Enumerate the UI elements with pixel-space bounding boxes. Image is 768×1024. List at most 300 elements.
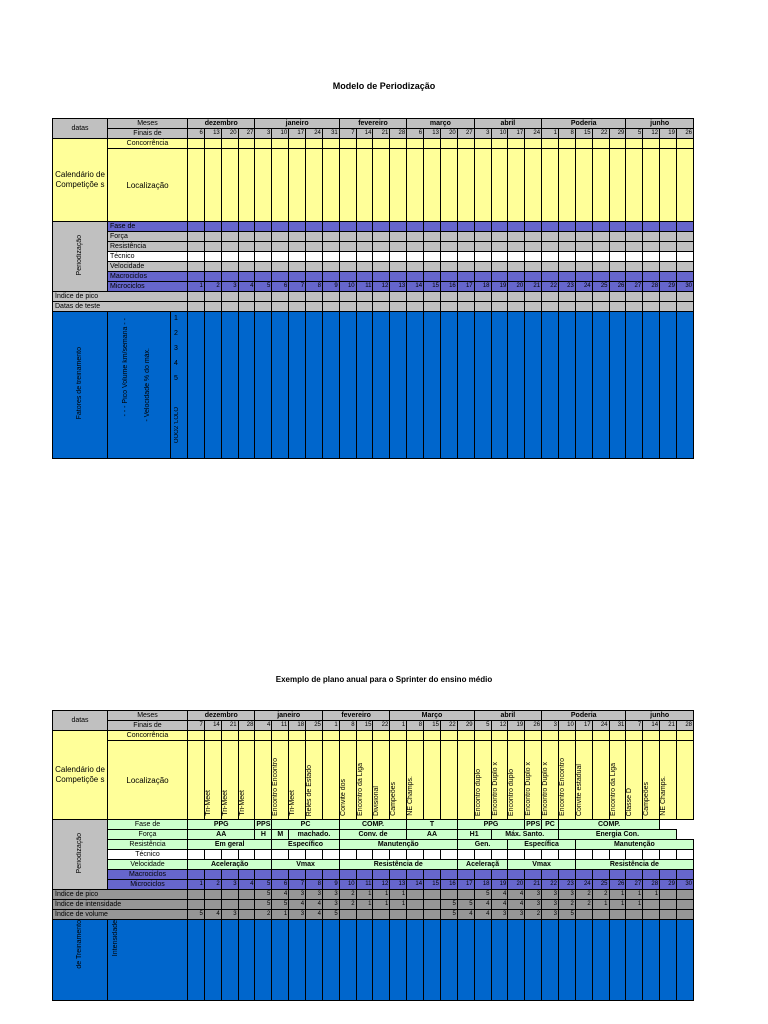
date-cell: 5 [474,721,491,731]
concorrencia-label: Concorrência [108,139,188,149]
period-cell [474,232,491,242]
period-cell [626,252,643,262]
factor-cell [221,312,238,459]
date-cell: 20 [221,129,238,139]
index-value-cell [238,900,255,910]
date-cell: 7 [626,721,643,731]
location-cell [322,149,339,222]
calendar-cell [643,139,660,149]
localizacao-label: Localização [108,741,188,820]
period-cell [339,272,356,282]
factor-cell [457,920,474,1001]
microcycle-cell: 28 [643,880,660,890]
microcycle-cell: 14 [407,880,424,890]
date-cell: 4 [255,721,272,731]
competition-name: Convite estadual [575,763,583,816]
index-value-cell: 2 [525,910,542,920]
date-cell: 8 [558,129,575,139]
location-cell [356,149,373,222]
calendar-cell [592,731,609,741]
period-cell [592,242,609,252]
period-cell [525,242,542,252]
period-cell [660,272,677,282]
microcycle-cell: 17 [457,880,474,890]
factor-cell [322,920,339,1001]
factor-cell [289,920,306,1001]
scale-extra: OOO2 'LOLO [174,407,180,444]
period-cell [238,252,255,262]
calendar-cell [238,139,255,149]
microcycle-cell: 10 [339,880,356,890]
calendar-cell [289,139,306,149]
meses-label: Meses [108,711,188,721]
date-cell: 10 [272,129,289,139]
date-cell: 7 [339,129,356,139]
index-cell [575,302,592,312]
date-cell: 19 [660,129,677,139]
competition-name: Encontro duplo [474,768,482,816]
date-cell: 6 [407,129,424,139]
competition-cell [238,741,255,820]
period-cell [575,262,592,272]
factor-cell [491,920,508,1001]
period-cell [575,272,592,282]
competition-cell [289,741,306,820]
microcycle-cell: 13 [390,282,407,292]
location-cell [474,149,491,222]
competition-cell [204,741,221,820]
period-cell [204,272,221,282]
index-value-cell: 5 [474,890,491,900]
period-cell [643,232,660,242]
date-cell: 14 [643,721,660,731]
factor-cell [676,920,693,1001]
period-cell [322,262,339,272]
factor-cell [592,920,609,1001]
period-cell [457,242,474,252]
factor-cell [255,312,272,459]
index-value-cell: 5 [440,900,457,910]
factor-cell [676,312,693,459]
period-cell [424,252,441,262]
month-header: dezembro [188,711,255,721]
scale-value: 1 [174,315,178,322]
period-cell [373,222,390,232]
index-value-cell: 4 [306,910,323,920]
index-cell [322,302,339,312]
period-cell [542,252,559,262]
index-value-cell [407,900,424,910]
period-cell [660,870,677,880]
fatores-sublabels [108,312,188,459]
microcycle-cell: 4 [238,282,255,292]
factor-cell [643,920,660,1001]
microcycle-cell: 21 [525,282,542,292]
microcycle-cell: 3 [221,880,238,890]
calendar-cell [457,731,474,741]
index-cell [660,292,677,302]
competition-name: Tri-Meet [221,790,229,816]
microcycle-cell: 9 [322,282,339,292]
competition-name: Relés de Estado [306,764,314,816]
period-cell [339,850,356,860]
period-cell [407,252,424,262]
period-cell [491,272,508,282]
microcycle-cell: 18 [474,282,491,292]
competition-name: Encontro da Liga [609,763,617,816]
index-value-cell [626,910,643,920]
competition-name: Encontro Duplo x [491,762,499,816]
date-cell: 15 [575,129,592,139]
microcycle-cell: 20 [508,880,525,890]
index-value-cell: 2 [575,900,592,910]
index-cell [508,292,525,302]
date-cell: 12 [643,129,660,139]
index-cell [306,292,323,302]
index-cell [188,292,205,302]
fatores-label [53,312,108,459]
period-cell [457,850,474,860]
meses-label: Meses [108,119,188,129]
fatores-label [53,920,108,1001]
index-cell [390,302,407,312]
calendar-cell [609,139,626,149]
factor-cell [339,920,356,1001]
period-span-cell: Em geral [188,840,272,850]
period-cell [643,850,660,860]
date-cell: 3 [542,721,559,731]
competition-cell [339,741,356,820]
period-cell [575,242,592,252]
competition-cell [390,741,407,820]
date-cell: 12 [491,721,508,731]
index-value-cell [457,890,474,900]
factor-cell [626,920,643,1001]
period-span-cell: PPG [188,820,255,830]
factor-cell [188,920,205,1001]
period-cell [660,242,677,252]
doc1-table [52,118,694,459]
period-cell [339,232,356,242]
period-cell [440,850,457,860]
resistencia-label: Resistência [108,242,188,252]
factor-cell [474,920,491,1001]
date-cell: 28 [676,721,693,731]
finais-label: Finais de [108,129,188,139]
competition-cell [508,741,525,820]
date-cell: 25 [306,721,323,731]
date-cell: 28 [390,129,407,139]
calendar-cell [356,139,373,149]
periodizacao-label [53,222,108,292]
velocidade-label: Velocidade [108,860,188,870]
microcycle-cell: 23 [558,880,575,890]
period-cell [660,252,677,262]
period-cell [373,272,390,282]
index-value-cell: 2 [255,910,272,920]
period-cell [440,222,457,232]
period-cell [491,252,508,262]
period-cell [306,870,323,880]
date-cell: 21 [373,129,390,139]
period-span-cell: Gen. [457,840,508,850]
calendar-cell [407,731,424,741]
index-cell [238,292,255,302]
calendar-cell [609,731,626,741]
factor-cell [609,312,626,459]
calendar-cell [188,139,205,149]
competition-name: Encontro da Liga [356,763,364,816]
period-cell [390,222,407,232]
calendar-cell [643,731,660,741]
calendar-cell [660,139,677,149]
index-value-cell [643,900,660,910]
scale-value: 4 [174,360,178,367]
period-cell [575,252,592,262]
index-cell [457,292,474,302]
microcycle-cell: 2 [204,880,221,890]
calendar-cell [339,139,356,149]
period-cell [643,262,660,272]
calendar-cell [525,731,542,741]
date-cell: 7 [188,721,205,731]
calendar-cell [592,139,609,149]
period-cell [626,850,643,860]
period-cell [491,222,508,232]
period-cell [558,242,575,252]
period-cell [356,870,373,880]
index-cell [575,292,592,302]
competition-cell [373,741,390,820]
factor-cell [525,920,542,1001]
period-cell [188,252,205,262]
period-cell [390,252,407,262]
index-cell [373,292,390,302]
date-cell: 21 [221,721,238,731]
calendario-label: Calendário de Competiçõe s [53,731,108,820]
period-cell [238,222,255,232]
period-cell [609,222,626,232]
factor-cell [289,312,306,459]
period-cell [643,252,660,262]
index-value-cell [238,910,255,920]
index-cell [204,302,221,312]
period-cell [356,262,373,272]
period-cell [609,232,626,242]
competition-cell [440,741,457,820]
period-cell [440,870,457,880]
period-cell [643,272,660,282]
period-cell [204,252,221,262]
calendar-cell [221,731,238,741]
index-cell [424,292,441,302]
calendar-cell [238,731,255,741]
macrociclos-label: Macrociclos [108,272,188,282]
period-span-cell: PPG [457,820,524,830]
period-cell [592,272,609,282]
period-cell [272,272,289,282]
factor-cell [508,312,525,459]
calendar-cell [424,731,441,741]
datas-label: datas [53,119,108,139]
calendar-cell [440,139,457,149]
competition-cell [660,741,677,820]
index-value-cell: 1 [390,890,407,900]
index-value-cell: 3 [508,910,525,920]
periodizacao-text: Periodização [76,832,83,874]
index-value-cell [238,890,255,900]
index-cell [322,292,339,302]
microcycle-cell: 25 [592,282,609,292]
index-cell [491,292,508,302]
period-span-cell: COMP. [558,820,659,830]
period-cell [306,242,323,252]
period-cell [339,252,356,262]
index-cell [542,292,559,302]
competition-name: Classe D [626,787,634,816]
calendar-cell [474,139,491,149]
period-span-cell: PC [542,820,559,830]
location-cell [188,149,205,222]
competition-name: Campeões [643,782,651,816]
doc1-title: Modelo de Periodização [332,81,436,91]
fatores-text: de Treinamento [76,920,83,969]
period-cell [272,242,289,252]
localizacao-label: Localização [108,149,188,222]
period-cell [390,850,407,860]
period-cell [272,232,289,242]
period-cell [221,242,238,252]
period-cell [322,870,339,880]
factor-cell [373,920,390,1001]
period-span-cell: Energia Con. [558,830,676,840]
date-cell: 17 [575,721,592,731]
factor-cell [491,312,508,459]
factor-cell [609,920,626,1001]
index-value-cell: 3 [525,890,542,900]
period-cell [188,262,205,272]
period-cell [676,262,693,272]
microciclos-label: Microciclos [108,282,188,292]
period-span-cell: Vmax [272,860,339,870]
location-cell [508,149,525,222]
competition-cell [575,741,592,820]
index-value-cell [643,910,660,920]
date-cell: 8 [407,721,424,731]
index-value-cell [592,910,609,920]
month-header: Poderia [542,119,626,129]
period-span-cell: H1 [457,830,491,840]
calendar-cell [676,731,693,741]
microcycle-cell: 17 [457,282,474,292]
factor-cell [424,920,441,1001]
factor-cell [508,920,525,1001]
period-cell [221,850,238,860]
competition-name: Tri-Meet [238,790,246,816]
factor-cell [390,920,407,1001]
index-value-cell [221,890,238,900]
period-cell [238,242,255,252]
factor-cell [440,920,457,1001]
competition-cell [407,741,424,820]
period-cell [356,272,373,282]
period-cell [457,272,474,282]
period-span-cell: Aceleração [188,860,272,870]
index-cell [626,302,643,312]
period-cell [643,242,660,252]
calendar-cell [508,731,525,741]
index-cell [424,302,441,312]
period-cell [356,850,373,860]
index-cell [407,292,424,302]
date-cell: 18 [289,721,306,731]
period-cell [221,232,238,242]
period-cell [407,262,424,272]
index-value-cell: 5 [272,900,289,910]
index-value-cell: 3 [542,890,559,900]
microcycle-cell: 26 [609,880,626,890]
date-cell: 29 [457,721,474,731]
date-cell: 13 [204,129,221,139]
period-cell [204,222,221,232]
factor-cell [457,312,474,459]
date-cell: 14 [204,721,221,731]
microcycle-cell: 30 [676,880,693,890]
index-cell [289,302,306,312]
index-value-cell: 3 [322,890,339,900]
location-cell [424,149,441,222]
microcycle-cell: 16 [440,880,457,890]
fatores-text: Fatores de treinamento [76,347,83,420]
competition-cell [474,741,491,820]
index-value-cell: 5 [255,890,272,900]
period-cell [676,252,693,262]
scale-value: 3 [174,345,178,352]
period-cell [592,252,609,262]
microcycle-cell: 5 [255,880,272,890]
index-cell [339,302,356,312]
period-cell [542,232,559,242]
period-cell [322,222,339,232]
date-cell: 24 [592,721,609,731]
period-cell [407,272,424,282]
factor-cell [238,920,255,1001]
factor-cell [474,312,491,459]
index-value-cell: 3 [525,900,542,910]
calendar-cell [188,731,205,741]
location-cell [643,149,660,222]
index-value-cell [407,890,424,900]
period-cell [373,242,390,252]
index-cell [491,302,508,312]
date-cell: 3 [474,129,491,139]
velocidade-max-label: - Velocidade % do máx. [144,348,151,422]
calendar-cell [255,731,272,741]
period-cell [542,222,559,232]
period-cell [255,252,272,262]
location-cell [289,149,306,222]
period-cell [322,272,339,282]
calendar-cell [558,731,575,741]
period-cell [322,232,339,242]
location-cell [272,149,289,222]
index-value-cell: 4 [508,900,525,910]
calendar-cell [525,139,542,149]
competition-cell [221,741,238,820]
calendar-cell [306,139,323,149]
microcycle-cell: 10 [339,282,356,292]
index-cell [525,302,542,312]
